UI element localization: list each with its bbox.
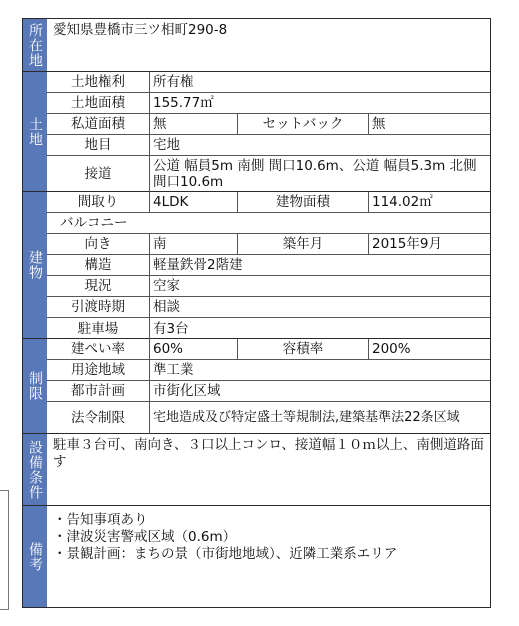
direction-label: 向き (84, 236, 112, 252)
balcony-row (47, 213, 490, 234)
direction-value: 南 (149, 234, 237, 254)
handover-label: 引渡時期 (71, 299, 125, 315)
structure-value: 軽量鉄骨2階建 (149, 255, 490, 275)
built-date-value: 2015年9月 (368, 234, 490, 254)
handover-row (47, 297, 490, 318)
land-rights-label: 土地権利 (71, 74, 125, 90)
building-section (22, 192, 491, 339)
road-access-label: 接道 (84, 166, 112, 182)
coverage-row (47, 339, 490, 360)
land-category-row (47, 135, 490, 156)
land-rights-row (47, 72, 490, 93)
private-road-row (47, 114, 490, 135)
legal-restrictions-label: 法令制限 (71, 410, 125, 426)
structure-label: 構造 (84, 257, 112, 273)
scan-edge-mark (0, 490, 9, 610)
location-header: 所在地 (23, 19, 47, 71)
building-area-label: 建物面積 (237, 192, 368, 212)
status-label: 現況 (84, 278, 112, 294)
land-section (22, 72, 491, 192)
remarks-list (53, 512, 484, 563)
private-road-label: 私道面積 (71, 116, 125, 132)
remarks-header: 備考 (23, 506, 47, 607)
parking-row (47, 318, 490, 339)
structure-row (47, 255, 490, 276)
restrictions-section (22, 339, 491, 434)
zoning-row (47, 360, 490, 381)
building-area-value: 114.02㎡ (368, 192, 490, 212)
location-value: 愛知県豊橋市三ツ相町290-8 (53, 22, 228, 38)
zoning-value: 準工業 (149, 360, 490, 380)
city-planning-row (47, 381, 490, 402)
location-section (22, 18, 491, 72)
balcony-label: バルコニー (60, 215, 128, 231)
legal-restrictions-value: 宅地造成及び特定盛土等規制法,建築基準法22条区域 (149, 402, 490, 434)
setback-value: 無 (368, 114, 490, 134)
direction-row (47, 234, 490, 255)
layout-label: 間取り (77, 194, 119, 210)
land-area-row (47, 93, 490, 114)
parking-value: 有3台 (149, 318, 490, 339)
remark-item: ・告知事項あり (53, 512, 148, 528)
built-date-label: 築年月 (237, 234, 368, 254)
parking-label: 駐車場 (77, 320, 119, 337)
remark-item: ・津波災害警戒区域（0.6m） (53, 529, 237, 545)
restrictions-header: 制限 (23, 339, 47, 433)
land-category-value: 宅地 (149, 135, 490, 155)
legal-restrictions-row (47, 402, 490, 434)
facilities-text: 駐車３台可、南向き、３口以上コンロ、接道幅１０ｍ以上、南側道路面す (53, 437, 484, 470)
layout-row (47, 192, 490, 213)
coverage-value: 60% (149, 339, 237, 359)
land-category-label: 地目 (84, 137, 112, 153)
handover-value: 相談 (149, 297, 490, 317)
building-header: 建物 (23, 192, 47, 338)
remark-item: ・景観計画：まちの景（市街地地域）、近隣工業系エリア (53, 546, 398, 562)
land-area-value: 155.77㎡ (149, 93, 490, 113)
remarks-section (22, 506, 491, 608)
city-planning-label: 都市計画 (71, 383, 125, 399)
private-road-value: 無 (149, 114, 237, 134)
floor-area-ratio-value: 200% (368, 339, 490, 359)
floor-area-ratio-label: 容積率 (237, 339, 368, 359)
land-rights-value: 所有権 (149, 72, 490, 92)
city-planning-value: 市街化区域 (149, 381, 490, 401)
coverage-label: 建ぺい率 (71, 341, 125, 357)
zoning-label: 用途地域 (71, 362, 125, 378)
road-access-row (47, 156, 490, 192)
facilities-section (22, 434, 491, 506)
land-area-label: 土地面積 (71, 95, 125, 111)
land-header: 土地 (23, 72, 47, 191)
road-access-value: 公道 幅員5m 南側 間口10.6m、公道 幅員5.3m 北側 間口10.6m (149, 156, 490, 192)
layout-value: 4LDK (149, 192, 237, 212)
setback-label: セットバック (237, 114, 368, 134)
facilities-header: 設備条件 (23, 434, 47, 505)
status-row (47, 276, 490, 297)
status-value: 空家 (149, 276, 490, 296)
